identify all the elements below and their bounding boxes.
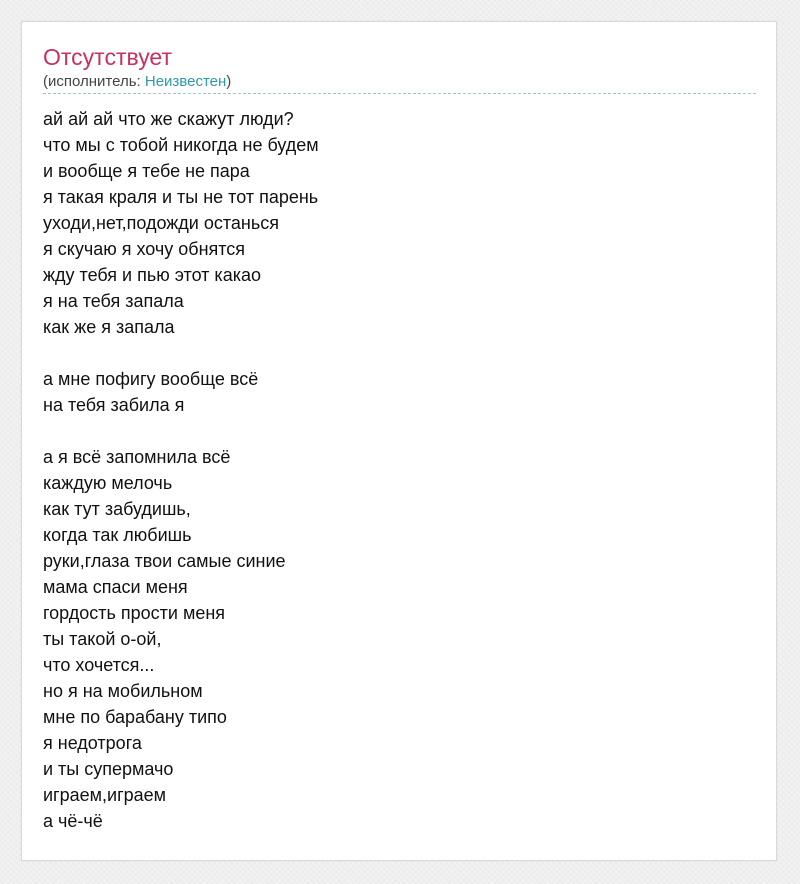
lyric-line: как тут забудишь, (43, 499, 191, 519)
lyric-line: что мы с тобой никогда не будем (43, 135, 319, 155)
lyric-line: как же я запала (43, 317, 175, 337)
lyric-line: я недотрога (43, 733, 142, 753)
lyrics-card (21, 21, 777, 861)
lyric-line: жду тебя и пью этот какао (43, 265, 262, 285)
artist-line (43, 72, 231, 92)
lyric-blank-line (43, 418, 743, 444)
lyric-line: что хочется... (43, 655, 155, 675)
lyric-line: гордость прости меня (43, 603, 226, 623)
lyric-line: и вообще я тебе не пара (43, 161, 250, 181)
lyric-line: я такая краля и ты не тот парень (43, 187, 319, 207)
song-title: Отсутствует (43, 44, 172, 70)
lyrics-text (43, 106, 743, 834)
lyric-line: а я всё запомнила всё (43, 447, 231, 467)
lyric-line: руки,глаза твои самые синие (43, 551, 286, 571)
lyric-line: мама спаси меня (43, 577, 188, 597)
lyric-line: мне по барабану типо (43, 707, 227, 727)
lyric-line: каждую мелочь (43, 473, 173, 493)
lyric-line: я скучаю я хочу обнятся (43, 239, 246, 259)
lyric-line: уходи,нет,подожди останься (43, 213, 279, 233)
artist-suffix: ) (226, 73, 232, 90)
lyric-line: а чё-чё (43, 811, 103, 831)
artist-prefix: (исполнитель: (43, 73, 145, 90)
title-divider (43, 93, 756, 94)
lyric-blank-line (43, 340, 743, 366)
lyric-line: когда так любишь (43, 525, 192, 545)
lyric-line: и ты супермачо (43, 759, 174, 779)
lyric-line: но я на мобильном (43, 681, 203, 701)
artist-link[interactable]: Неизвестен (144, 73, 227, 90)
lyric-line: ай ай ай что же скажут люди? (43, 109, 294, 129)
lyric-line: ты такой о-ой, (43, 629, 162, 649)
lyric-line: а мне пофигу вообще всё (43, 369, 259, 389)
lyric-line: играем,играем (43, 785, 167, 805)
lyric-line: на тебя забила я (43, 395, 185, 415)
lyric-line: я на тебя запала (43, 291, 184, 311)
